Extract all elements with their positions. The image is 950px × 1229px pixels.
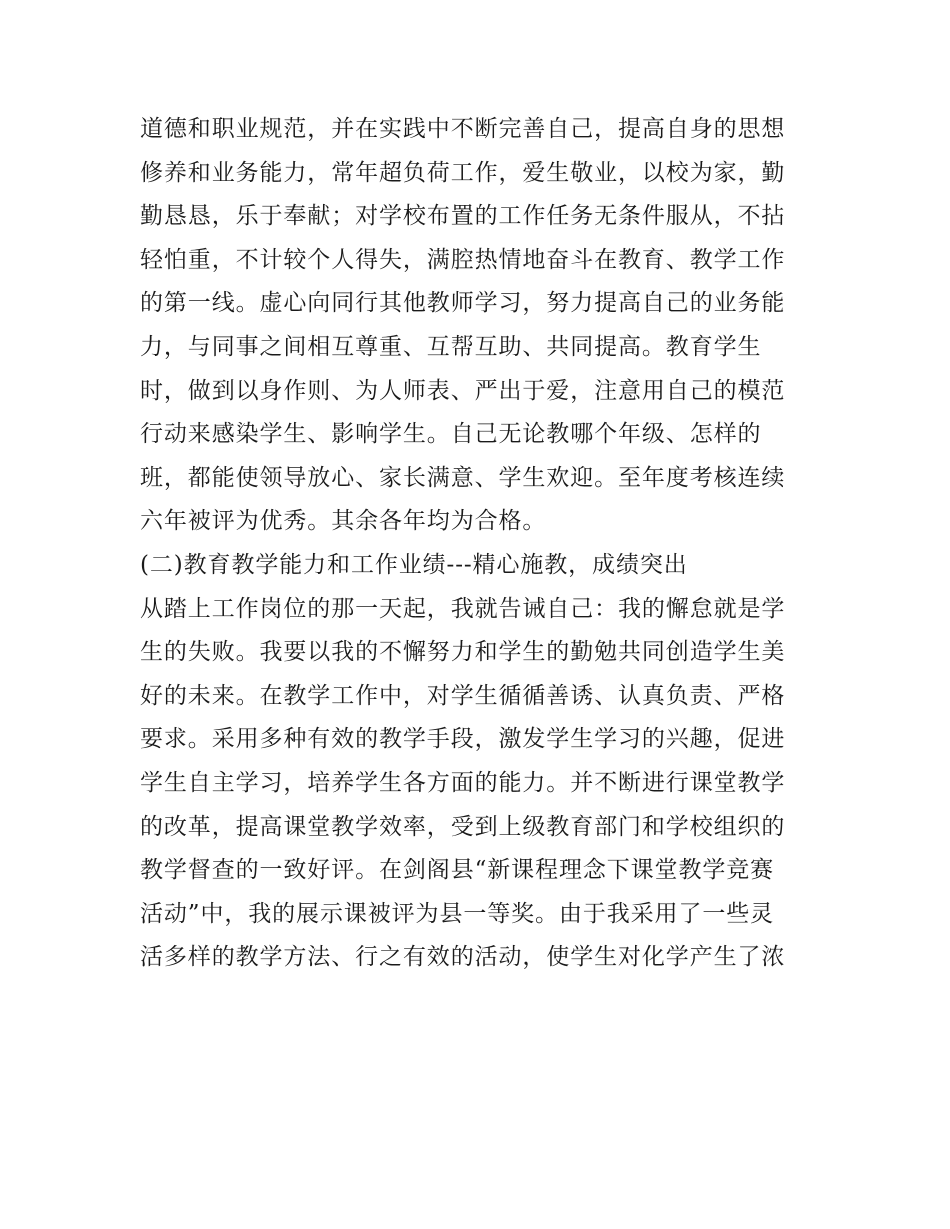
text-line: 六年被评为优秀。其余各年均为合格。 [140, 508, 547, 535]
text-line: 要求。采用多种有效的教学手段，激发学生学习的兴趣，促进 [140, 726, 786, 753]
text-line: 教学督查的一致好评。在剑阁县“新课程理念下课堂教学竞赛 [140, 857, 775, 884]
text-line: 行动来感染学生、影响学生。自己无论教哪个年级、怎样的 [140, 421, 762, 448]
text-line: 的第一线。虚心向同行其他教师学习，努力提高自己的业务能 [140, 290, 786, 317]
text-line: 道德和职业规范，并在实践中不断完善自己，提高自身的思想 [140, 116, 786, 142]
text-line: 的改革，提高课堂教学效率，受到上级教育部门和学校组织的 [140, 813, 786, 840]
text-line: 修养和业务能力，常年超负荷工作，爱生敬业，以校为家，勤 [140, 159, 786, 186]
text-line: 班，都能使领导放心、家长满意、学生欢迎。至年度考核连续 [140, 464, 786, 491]
text-line: 勤恳恳，乐于奉献；对学校布置的工作任务无条件服从，不拈 [140, 203, 786, 230]
text-line: 从踏上工作岗位的那一天起，我就告诫自己：我的懈怠就是学 [140, 595, 786, 622]
text-line: 活多样的教学方法、行之有效的活动，使学生对化学产生了浓 [140, 944, 786, 971]
document-body [140, 108, 820, 980]
text-line: 好的未来。在教学工作中，对学生循循善诱、认真负责、严格 [140, 682, 786, 709]
text-line: 力，与同事之间相互尊重、互帮互助、共同提高。教育学生 [140, 333, 762, 360]
text-line: 活动”中，我的展示课被评为县一等奖。由于我采用了一些灵 [140, 900, 775, 927]
text-line: 时，做到以身作则、为人师表、严出于爱，注意用自己的模范 [140, 377, 786, 404]
section-heading: (二)教育教学能力和工作业绩---精心施教，成绩突出 [140, 551, 688, 578]
text-line: 学生自主学习，培养学生各方面的能力。并不断进行课堂教学 [140, 769, 786, 796]
text-line: 生的失败。我要以我的不懈努力和学生的勤勉共同创造学生美 [140, 639, 786, 666]
text-line: 轻怕重，不计较个人得失，满腔热情地奋斗在教育、教学工作 [140, 246, 786, 273]
